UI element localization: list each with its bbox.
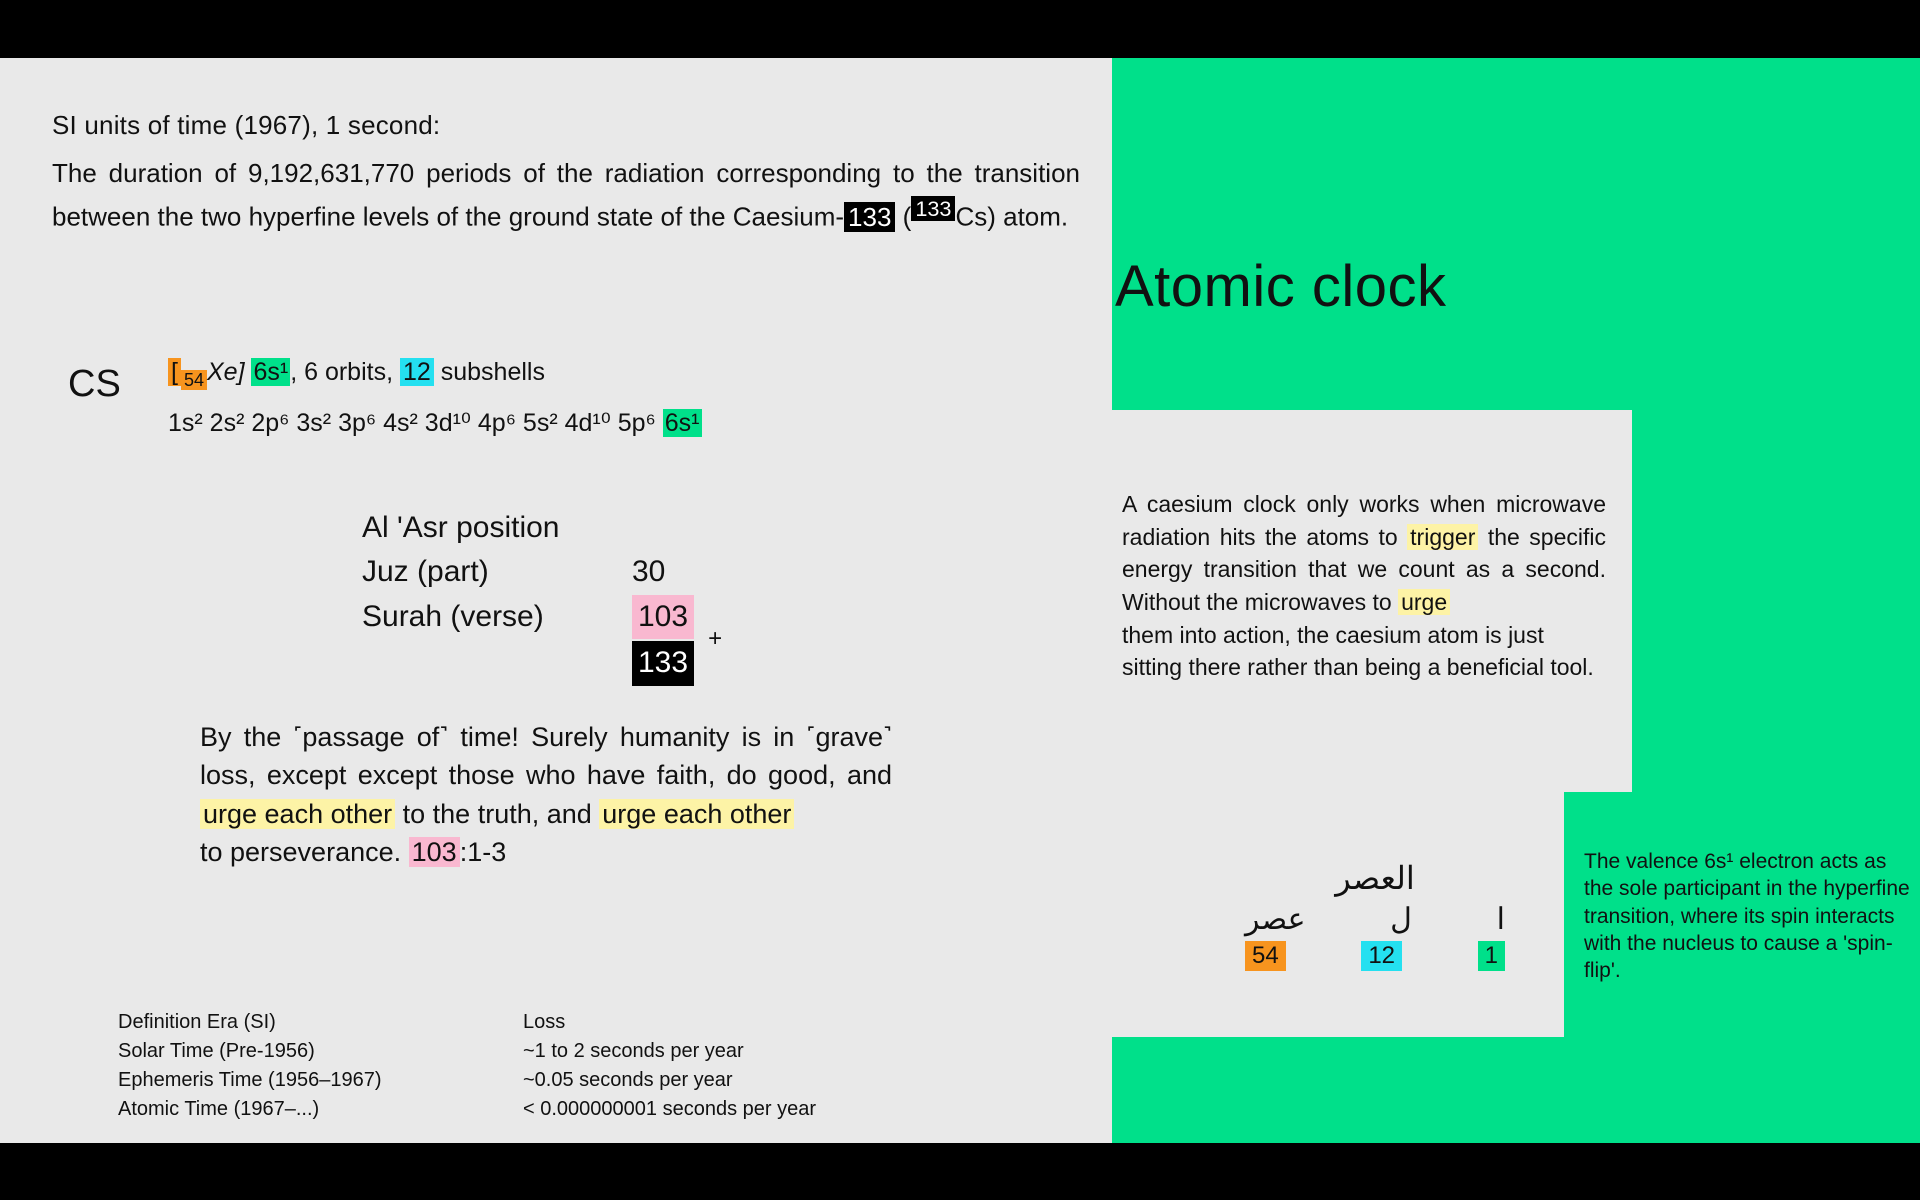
table-cell-loss: ~0.05 seconds per year <box>523 1069 733 1091</box>
quran-quote <box>200 718 892 871</box>
mass-number-highlight: 133 <box>632 641 694 685</box>
element-symbol: CS <box>68 363 121 405</box>
caesium-part-2: the specific energy transition that we count as a second. Without the microwaves to <box>1122 523 1606 615</box>
accuracy-table <box>118 1008 816 1124</box>
table-cell-era: Ephemeris Time (1956–1967) <box>118 1069 382 1091</box>
caesium-part-3: them into action, the caesium atom is just sitting there rather than being a beneficial tool. <box>1122 621 1594 681</box>
bracket-open-highlight: [ <box>168 358 181 386</box>
quote-part-2: to the truth, and <box>395 798 600 829</box>
juz-value: 30 <box>632 555 666 589</box>
caesium-133-highlight: 133 <box>844 202 895 232</box>
quote-part-3: to perseverance. <box>200 836 409 867</box>
surah-row <box>362 595 722 686</box>
al-asr-title: Al 'Asr position <box>362 511 560 544</box>
left-panel <box>0 58 1112 1143</box>
quote-highlight-2: urge each other <box>599 799 794 829</box>
arabic-numbers-row <box>1245 941 1505 971</box>
arabic-word-block <box>1180 858 1570 971</box>
orbital-6s1-highlight: 6s¹ <box>253 358 289 386</box>
juz-row <box>362 550 722 594</box>
quote-reference-verses: :1-3 <box>459 836 507 867</box>
arabic-number-12: 12 <box>1361 941 1402 971</box>
arabic-letters-row <box>1245 902 1505 937</box>
al-asr-block <box>362 506 722 686</box>
table-header-row <box>118 1008 816 1037</box>
trigger-highlight: trigger <box>1407 524 1478 550</box>
si-units-heading: SI units of time (1967), 1 second: <box>52 110 441 140</box>
surah-number-highlight: 103 <box>632 595 694 639</box>
valence-electron-note: The valence 6s¹ electron acts as the sole participant in the hyperfine transition, where its spin interacts with the nucleus to cause a 'spin-flip'. <box>1584 850 1910 983</box>
table-header-era: Definition Era (SI) <box>118 1011 276 1033</box>
slide-canvas <box>0 58 1920 1143</box>
surah-verse-stack <box>632 595 694 686</box>
urge-highlight: urge <box>1398 589 1450 615</box>
quote-reference-number: 103 <box>409 837 460 867</box>
table-cell-loss: ~1 to 2 seconds per year <box>523 1040 744 1062</box>
quote-highlight-1: urge each other <box>200 799 395 829</box>
table-cell-loss: < 0.000000001 seconds per year <box>523 1098 816 1120</box>
caesium-part-1: A caesium clock only works when microwave radiation hits the atoms to <box>1122 491 1606 550</box>
quote-part-1: By the ˹passage of˺ time! Surely humanity is in ˹grave˺ loss, except except those who have faith, do good, and <box>200 722 892 791</box>
caesium-clock-paragraph <box>1122 488 1606 684</box>
table-row <box>118 1037 816 1066</box>
xenon-core-label: Xe] <box>206 358 245 386</box>
juz-label: Juz (part) <box>362 555 489 589</box>
subshell-count-highlight: 12 <box>400 358 434 386</box>
si-definition-paragraph <box>52 155 1080 237</box>
superscript-133: 133 <box>911 196 955 221</box>
plus-sign: + <box>708 624 723 652</box>
si-definition-text: The duration of 9,192,631,770 periods of the radiation corresponding to the transition between the two hyperfine levels of the ground state of the Caesium- <box>52 158 1080 232</box>
subshells-word: subshells <box>433 358 545 386</box>
page-title: Atomic clock <box>1115 254 1447 319</box>
table-header-loss: Loss <box>523 1011 566 1033</box>
table-row <box>118 1095 816 1124</box>
subscript-54: 54 <box>181 370 207 390</box>
table-row <box>118 1066 816 1095</box>
si-cs-close: Cs) atom. <box>955 201 1069 232</box>
arabic-letter-alif: ا <box>1496 902 1505 936</box>
si-paren-open: ( <box>895 201 912 232</box>
electron-config-full-text: 1s² 2s² 2p⁶ 3s² 3p⁶ 4s² 3d¹⁰ 4p⁶ 5s² 4d¹⁰ 5p⁶ <box>168 409 663 437</box>
arabic-number-1: 1 <box>1478 941 1505 971</box>
valence-6s1-highlight: 6s¹ <box>664 409 700 437</box>
orbits-text: , 6 orbits, <box>290 358 400 386</box>
table-cell-era: Atomic Time (1967–...) <box>118 1098 320 1120</box>
surah-label: Surah (verse) <box>362 599 544 633</box>
quote-last-line <box>200 833 892 871</box>
arabic-word: العصر <box>1335 860 1415 896</box>
arabic-number-54: 54 <box>1245 941 1286 971</box>
electron-config-shorthand <box>168 358 545 391</box>
arabic-letter-lam: ل <box>1390 902 1412 936</box>
table-cell-era: Solar Time (Pre-1956) <box>118 1040 315 1062</box>
arabic-letter-asr: عصر <box>1245 902 1306 936</box>
electron-config-full <box>168 408 702 438</box>
